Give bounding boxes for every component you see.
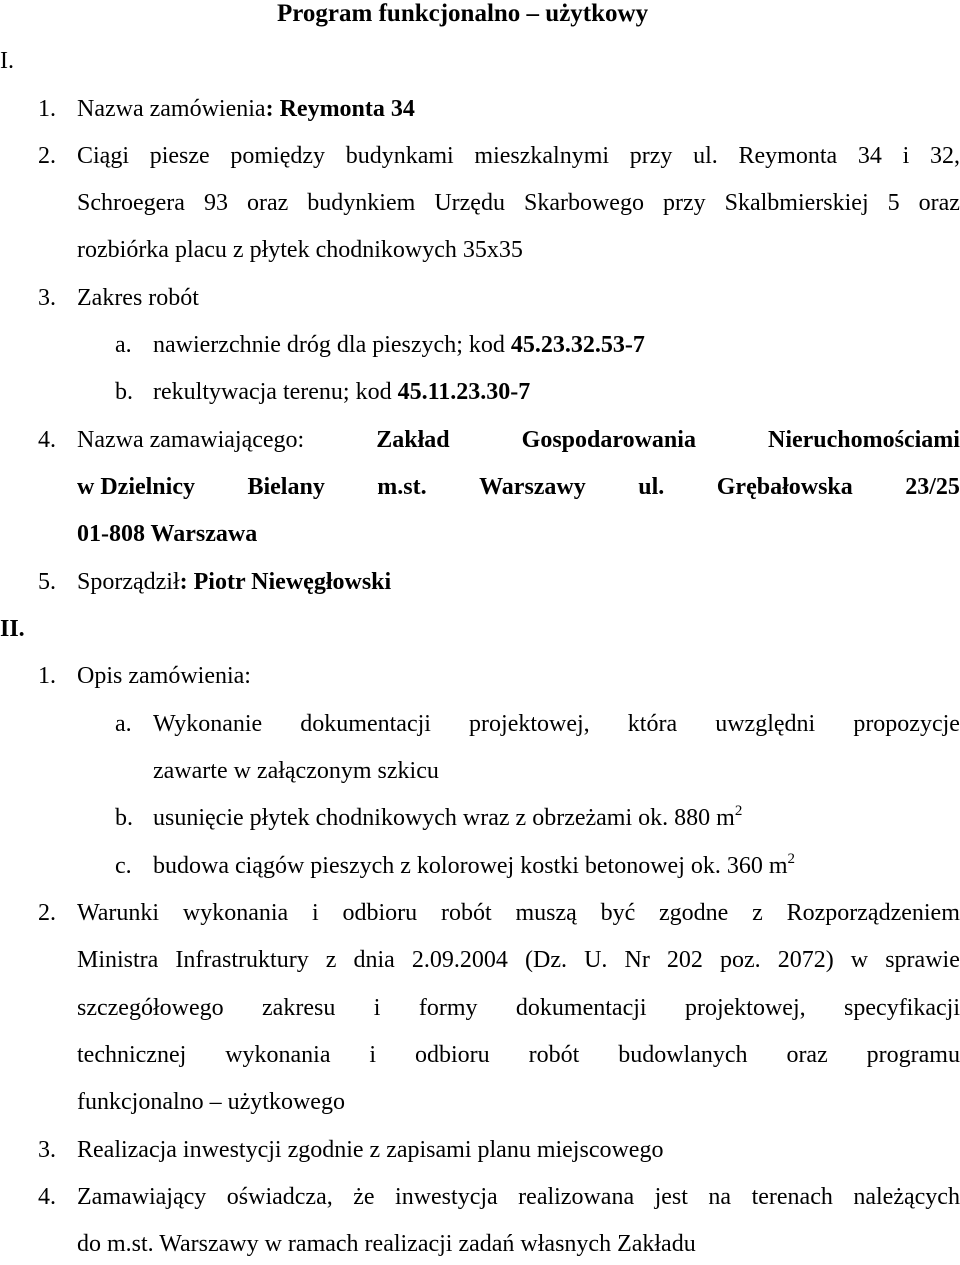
word: Skarbowego	[523, 190, 644, 216]
word: piesze	[149, 143, 210, 169]
prepared-by-value: Piotr Niewęgłowski	[193, 569, 392, 595]
word: specyfikacji	[844, 995, 960, 1021]
word: projektowej,	[469, 711, 590, 737]
word: Grębałowska	[716, 474, 853, 500]
justified-line	[77, 473, 960, 501]
word: uwzględni	[715, 711, 816, 737]
item-number: 3.	[38, 285, 56, 311]
word: na	[708, 1184, 732, 1210]
document-title: Program funkcjonalno – użytkowy	[277, 0, 649, 27]
word: być	[600, 900, 636, 926]
item-number: 1.	[38, 96, 56, 122]
colon: :	[179, 569, 188, 595]
word: Ministra	[77, 947, 159, 973]
word: z	[752, 900, 763, 926]
item-number: 5.	[38, 569, 56, 595]
word: realizowana	[518, 1184, 635, 1210]
paragraph-line: Realizacja inwestycji zgodnie z zapisami planu miejscowego	[77, 1137, 664, 1163]
word: oraz	[246, 190, 289, 216]
word: (Dz.	[525, 947, 567, 973]
word: robót	[440, 900, 492, 926]
word: w Dzielnicy	[77, 474, 195, 500]
word: Nr	[624, 947, 650, 973]
scope-item-text: rekultywacja terenu; kod	[153, 379, 398, 405]
word: 5	[887, 190, 900, 216]
word: przy	[629, 143, 673, 169]
word: i	[369, 1042, 377, 1068]
client-address: 01-808 Warszawa	[77, 521, 258, 547]
word: muszą	[515, 900, 577, 926]
word: technicznej	[77, 1042, 187, 1068]
word: dokumentacji	[515, 995, 647, 1021]
sub-item-letter: a.	[115, 332, 132, 358]
word: Warunki	[77, 900, 160, 926]
word: 2072)	[777, 947, 834, 973]
order-name-label: Nazwa zamówienia	[77, 96, 266, 122]
paving-text: budowa ciągów pieszych z kolorowej kostki betonowej ok. 360 m	[153, 853, 788, 879]
word: jest	[654, 1184, 688, 1210]
word: projektowej,	[684, 995, 806, 1021]
word: i	[373, 995, 381, 1021]
word: Bielany	[247, 474, 325, 500]
paragraph-line: rozbiórka placu z płytek chodnikowych 35x35	[77, 237, 523, 263]
word: w	[850, 947, 869, 973]
item-number: 4.	[38, 1184, 56, 1210]
word: 93	[203, 190, 228, 216]
item-number: 2.	[38, 900, 56, 926]
word: Infrastruktury	[175, 947, 309, 973]
word: 202	[666, 947, 703, 973]
superscript: 2	[787, 851, 796, 867]
order-name-value: Reymonta 34	[279, 96, 415, 122]
justified-line	[77, 1183, 960, 1211]
sub-item-letter: a.	[115, 711, 132, 737]
word: dokumentacji	[300, 711, 431, 737]
client-name-line-1	[77, 426, 960, 454]
item-number: 2.	[38, 143, 56, 169]
word: i	[311, 900, 319, 926]
word: sprawie	[885, 947, 960, 973]
word: budynkiem	[307, 190, 416, 216]
word: szczegółowego	[77, 995, 224, 1021]
word: inwestycja	[395, 1184, 498, 1210]
sub-item-letter: c.	[115, 853, 132, 879]
word: że	[353, 1184, 375, 1210]
word: formy	[418, 995, 478, 1021]
paving-line	[153, 852, 795, 880]
justified-line	[77, 142, 960, 170]
sub-item-letter: b.	[115, 379, 133, 405]
word: zgodne	[659, 900, 729, 926]
superscript: 2	[734, 803, 743, 819]
order-name-line	[77, 95, 415, 123]
word: oraz	[918, 190, 960, 216]
item-number: 1.	[38, 663, 56, 689]
word: która	[627, 711, 678, 737]
paragraph-line: funkcjonalno – użytkowego	[77, 1089, 345, 1115]
word: 34	[857, 143, 882, 169]
justified-line	[153, 710, 960, 738]
word: robót	[528, 1042, 580, 1068]
cpv-code: 45.11.23.30-7	[397, 379, 531, 405]
tile-removal-text: usunięcie płytek chodnikowych wraz z obrzeżami ok. 880 m	[153, 805, 735, 831]
word: terenach	[751, 1184, 833, 1210]
word: 23/25	[905, 474, 960, 500]
justified-line	[77, 899, 960, 927]
word: z	[325, 947, 337, 973]
scope-item-a	[153, 331, 645, 359]
item-number: 3.	[38, 1137, 56, 1163]
section-numeral-2: II.	[0, 616, 25, 642]
prepared-by-label: Sporządził	[77, 569, 180, 595]
word: i	[902, 143, 910, 169]
word: wykonania	[182, 900, 289, 926]
word: poz.	[719, 947, 761, 973]
colon: :	[265, 96, 274, 122]
word: ul.	[638, 474, 665, 500]
word: budowlanych	[618, 1042, 748, 1068]
word: 32,	[929, 143, 960, 169]
client-word: Gospodarowania	[521, 427, 696, 453]
word: Wykonanie	[153, 711, 263, 737]
prepared-by-line	[77, 568, 391, 596]
word: mieszkalnymi	[474, 143, 610, 169]
word: Skalbmierskiej	[724, 190, 869, 216]
word: Ciągi	[77, 143, 129, 169]
word: Urzędu	[434, 190, 505, 216]
scope-item-b	[153, 378, 530, 406]
word: zakresu	[262, 995, 336, 1021]
word: ul.	[693, 143, 718, 169]
scope-label: Zakres robót	[77, 285, 199, 311]
paragraph-line: zawarte w załączonym szkicu	[153, 758, 439, 784]
word: wykonania	[225, 1042, 331, 1068]
word: Schroegera	[77, 190, 185, 216]
word: odbioru	[415, 1042, 490, 1068]
word: pomiędzy	[230, 143, 326, 169]
word: oświadcza,	[226, 1184, 333, 1210]
word: Zamawiający	[77, 1184, 207, 1210]
tile-removal-line	[153, 804, 742, 832]
word: budynkami	[345, 143, 454, 169]
word: Warszawy	[479, 474, 586, 500]
word: Rozporządzeniem	[786, 900, 960, 926]
word: Reymonta	[738, 143, 838, 169]
scope-item-text: nawierzchnie dróg dla pieszych; kod	[153, 332, 511, 358]
justified-line	[77, 946, 960, 974]
cpv-code: 45.23.32.53-7	[510, 332, 645, 358]
client-label: Nazwa zamawiającego:	[77, 427, 305, 453]
justified-line	[77, 1041, 960, 1069]
word: 2.09.2004	[411, 947, 508, 973]
client-word: Zakład	[376, 427, 450, 453]
sub-item-letter: b.	[115, 805, 133, 831]
justified-line	[77, 994, 960, 1022]
order-description-label: Opis zamówienia:	[77, 663, 251, 689]
word: należących	[853, 1184, 960, 1210]
word: dnia	[353, 947, 395, 973]
word: oraz	[786, 1042, 828, 1068]
word: m.st.	[377, 474, 427, 500]
word: U.	[584, 947, 608, 973]
section-numeral-1: I.	[0, 48, 14, 74]
word: przy	[662, 190, 706, 216]
word: programu	[866, 1042, 960, 1068]
word: odbioru	[342, 900, 418, 926]
justified-line	[77, 189, 960, 217]
item-number: 4.	[38, 427, 56, 453]
word: propozycje	[853, 711, 960, 737]
client-word: Nieruchomościami	[768, 427, 960, 453]
paragraph-line: do m.st. Warszawy w ramach realizacji zadań własnych Zakładu	[77, 1231, 696, 1257]
